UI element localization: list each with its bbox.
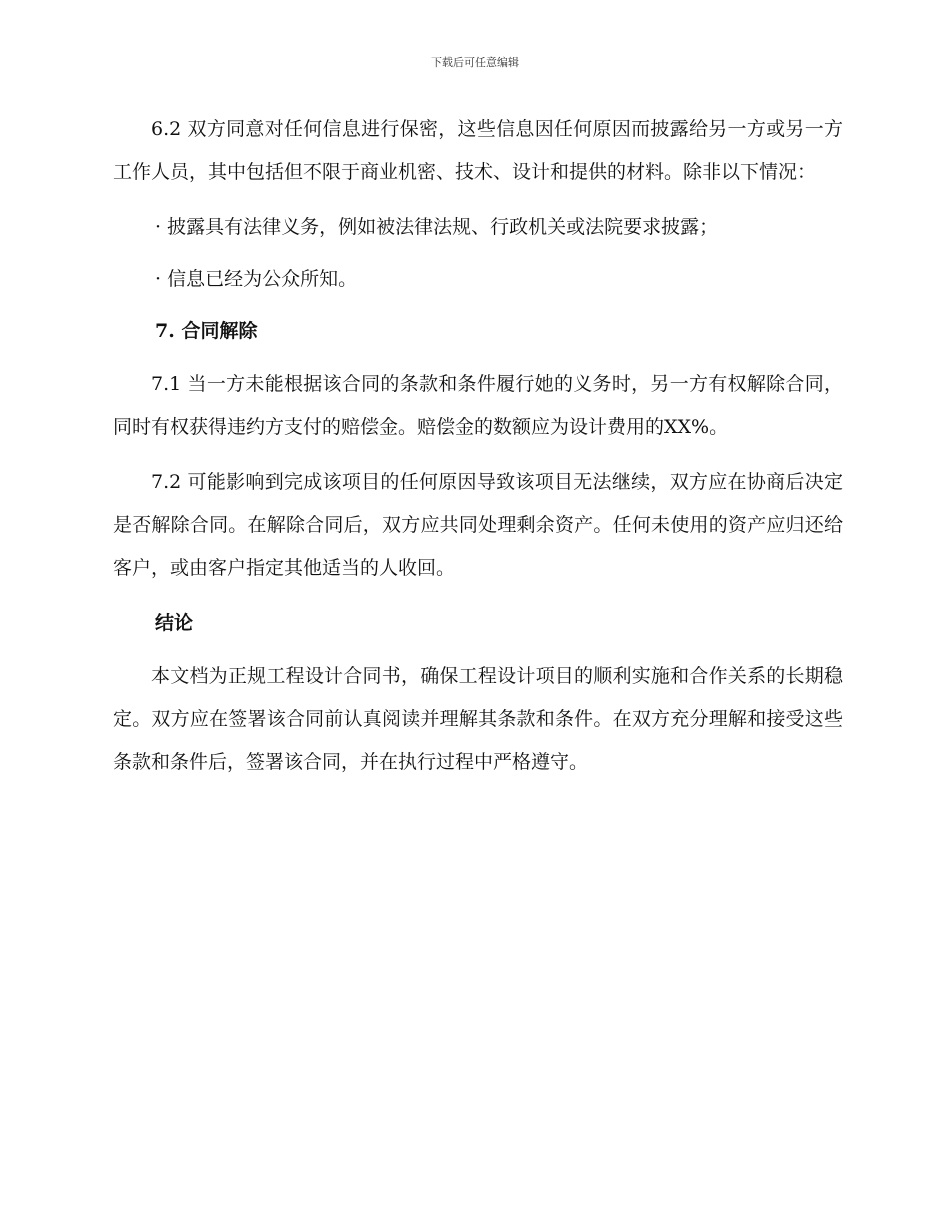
section-heading-7: 7. 合同解除 <box>155 320 258 342</box>
paragraph-conclusion: 本文档为正规工程设计合同书，确保工程设计项目的顺利实施和合作关系的长期稳定。双方应在签署该合同前认真阅读并理解其条款和条件。在双方充分理解和接受这些条款和条件后，签署该合同，并在执行过程中严格遵守。 <box>113 665 843 773</box>
page-header: 下载后可任意编辑 <box>431 56 519 69</box>
document-body <box>113 108 843 796</box>
paragraph-6-2: 6.2 双方同意对任何信息进行保密，这些信息因任何原因而披露给另一方或另一方工作人员，其中包括但不限于商业机密、技术、设计和提供的材料。除非以下情况： <box>113 118 843 183</box>
paragraph-7-1: 7.1 当一方未能根据该合同的条款和条件履行她的义务时，另一方有权解除合同，同时有权获得违约方支付的赔偿金。赔偿金的数额应为设计费用的XX%。 <box>113 373 843 438</box>
paragraph-7-2: 7.2 可能影响到完成该项目的任何原因导致该项目无法继续，双方应在协商后决定是否解除合同。在解除合同后，双方应共同处理剩余资产。任何未使用的资产应归还给客户，或由客户指定其他适当的人收回。 <box>113 471 843 579</box>
bullet-item: · 信息已经为公众所知。 <box>155 268 358 290</box>
section-heading-conclusion: 结论 <box>155 612 194 634</box>
bullet-item: · 披露具有法律义务，例如被法律法规、行政机关或法院要求披露； <box>155 216 719 238</box>
